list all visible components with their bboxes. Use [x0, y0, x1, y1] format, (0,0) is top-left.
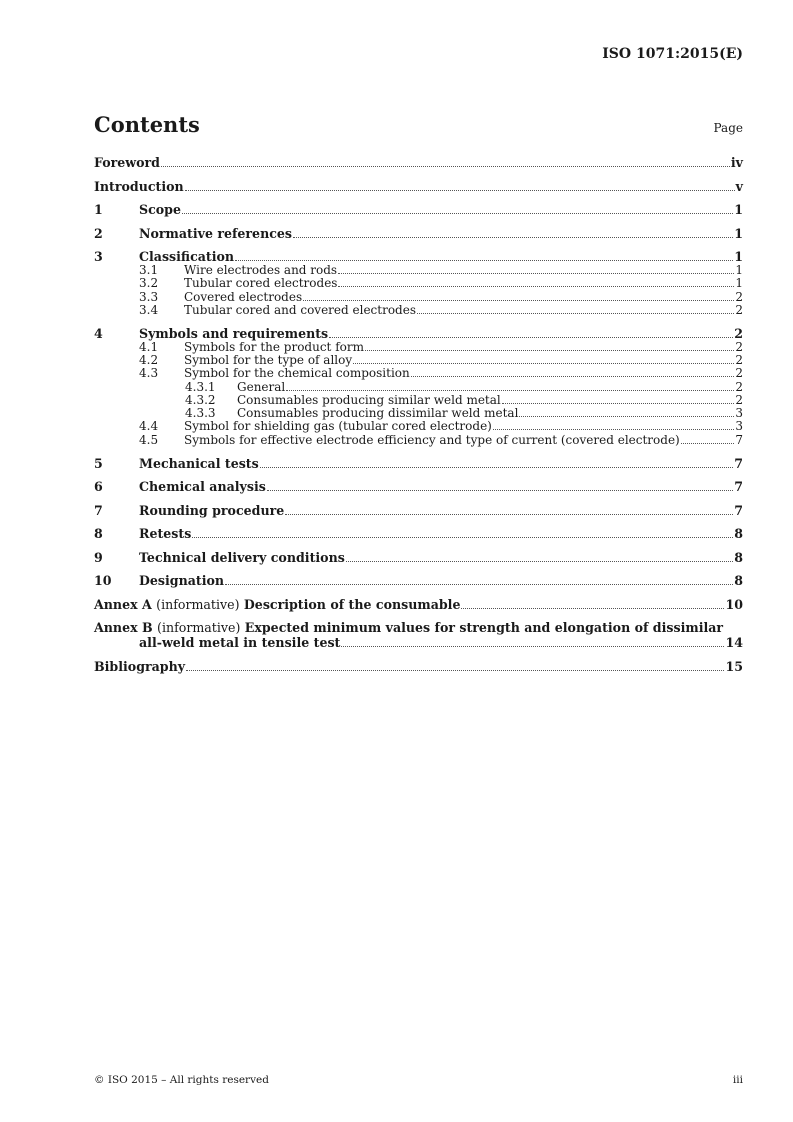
toc-title: Normative references [139, 225, 293, 241]
dot-leader [293, 237, 733, 238]
toc-page: 7 [734, 479, 743, 495]
page-column-label: Page [713, 121, 743, 135]
toc-number: 5 [94, 455, 103, 471]
toc-page: 1 [735, 276, 743, 291]
toc-title: Symbols for effective electrode efficiency and type of current (covered electrode) [184, 432, 680, 447]
toc-page: v [735, 178, 743, 194]
dot-leader [285, 514, 733, 515]
toc-number: 4.1 [139, 339, 159, 354]
toc-title: Tubular cored electrodes [184, 276, 338, 291]
toc-entry-rounding-procedure[interactable] [94, 503, 743, 518]
toc-page: 1 [734, 225, 743, 241]
toc-page: 8 [734, 573, 743, 589]
toc-entry-foreword[interactable] [94, 155, 743, 170]
dot-leader [519, 416, 734, 417]
dot-leader [182, 213, 733, 214]
dot-leader [346, 561, 733, 562]
dot-leader [303, 300, 734, 301]
toc-entry-3-2[interactable] [94, 277, 743, 290]
toc-page: 2 [735, 302, 743, 317]
toc-page: 8 [734, 549, 743, 565]
toc-page: 3 [735, 419, 743, 434]
toc-entry-classification[interactable] [94, 249, 743, 264]
toc-entry-4-3-3[interactable] [94, 407, 743, 420]
toc-number: 4 [94, 325, 103, 341]
toc-page: 14 [725, 635, 743, 651]
toc-page: 2 [735, 379, 743, 394]
toc-entry-normative-references[interactable] [94, 226, 743, 241]
dot-leader [338, 286, 734, 287]
dot-leader [186, 670, 724, 671]
toc-title: Introduction [94, 178, 184, 194]
toc-page: 2 [735, 352, 743, 367]
dot-leader [225, 584, 733, 585]
annex-b-line-1 [94, 620, 743, 635]
toc-title: Classification [139, 249, 235, 264]
dot-leader [185, 190, 735, 191]
toc-title: Symbols for the product form [184, 339, 364, 354]
dot-leader [338, 273, 734, 274]
dot-leader [365, 350, 734, 351]
toc-number: 6 [94, 479, 103, 495]
toc-number: 3.3 [139, 289, 159, 304]
toc-entry-scope[interactable] [94, 202, 743, 217]
toc-number: 3.2 [139, 276, 159, 291]
toc-title: Consumables producing similar weld metal [237, 392, 501, 407]
toc-number: 4.3.3 [185, 406, 216, 421]
toc-number: 9 [94, 549, 103, 565]
dot-leader [329, 337, 733, 338]
toc-number: 3.1 [139, 263, 159, 277]
toc-title: Designation [139, 573, 225, 589]
annex-b-line-2 [94, 635, 743, 650]
toc-title: Foreword [94, 155, 160, 170]
toc-title: Symbols and requirements [139, 325, 329, 341]
toc-title: General [237, 379, 286, 394]
annex-title-line-2: all-weld metal in tensile test [139, 635, 341, 651]
toc-entry-3-1[interactable] [94, 264, 743, 277]
dot-leader [411, 376, 735, 377]
annex-prefix: Annex B [94, 620, 153, 636]
toc-title: Mechanical tests [139, 455, 259, 471]
toc-page: 7 [734, 455, 743, 471]
dot-leader [461, 608, 724, 609]
toc-page: 2 [735, 289, 743, 304]
toc-entry-4-1[interactable] [94, 341, 743, 354]
toc-page: 3 [735, 406, 743, 421]
toc-number: 2 [94, 225, 103, 241]
toc-title: Symbol for the chemical composition [184, 366, 410, 381]
dot-leader [681, 443, 735, 444]
toc-number: 4.4 [139, 419, 159, 434]
toc-entry-mechanical-tests[interactable] [94, 456, 743, 471]
toc-entry-annex-a[interactable] [94, 597, 743, 612]
dot-leader [267, 490, 733, 491]
toc-number: 8 [94, 526, 103, 542]
toc-number: 4.2 [139, 352, 159, 367]
toc-entry-annex-b[interactable] [94, 620, 743, 650]
toc-title: Retests [139, 526, 192, 542]
toc-number: 4.3.1 [185, 379, 216, 394]
toc-entry-bibliography[interactable] [94, 659, 743, 674]
dot-leader [353, 363, 734, 364]
annex-title-line-1: Expected minimum values for strength and elongation of dissimilar [244, 620, 724, 636]
copyright-notice: © ISO 2015 – All rights reserved [94, 1074, 269, 1086]
dot-leader [260, 467, 734, 468]
toc-page: 10 [725, 596, 743, 612]
toc-number: 4.3.2 [185, 392, 216, 407]
toc-entry-retests[interactable] [94, 526, 743, 541]
toc-entry-4-3[interactable] [94, 367, 743, 380]
page-number: iii [732, 1074, 743, 1086]
toc-title: Scope [139, 202, 181, 217]
toc-number: 7 [94, 502, 103, 518]
dot-leader [502, 403, 735, 404]
dot-leader [192, 537, 733, 538]
toc-title: Symbol for the type of alloy [184, 352, 353, 367]
toc-entry-3-4[interactable] [94, 304, 743, 317]
toc-page: 1 [735, 263, 743, 277]
dot-leader [341, 646, 724, 647]
annex-informative: (informative) [156, 596, 240, 612]
toc-entry-chemical-analysis[interactable] [94, 479, 743, 494]
toc-title: Technical delivery conditions [139, 549, 345, 565]
toc-entry-4-3-1[interactable] [94, 381, 743, 394]
dot-leader [493, 429, 735, 430]
toc-title: Symbol for shielding gas (tubular cored electrode) [184, 419, 492, 434]
toc-number: 3.4 [139, 302, 159, 317]
toc-page: iv [730, 155, 743, 170]
toc-entry-designation[interactable] [94, 573, 743, 588]
toc-page: 8 [734, 526, 743, 542]
toc-entry-4-4[interactable] [94, 420, 743, 433]
toc-page: 2 [735, 392, 743, 407]
toc-entry-4-2[interactable] [94, 354, 743, 367]
toc-title [94, 597, 460, 612]
dot-leader [235, 260, 733, 261]
toc-entry-4-5[interactable] [94, 434, 743, 447]
toc-number: 1 [94, 202, 103, 217]
toc-title: Chemical analysis [139, 479, 266, 495]
toc-number: 10 [94, 573, 112, 589]
toc-page: 2 [735, 366, 743, 381]
toc-title: Bibliography [94, 658, 186, 674]
dot-leader [417, 313, 734, 314]
toc-entry-symbols-and-requirements[interactable] [94, 326, 743, 341]
toc-entry-4-3-2[interactable] [94, 394, 743, 407]
toc-page: 7 [735, 432, 743, 447]
toc-title: Covered electrodes [184, 289, 303, 304]
contents-heading [94, 112, 743, 137]
toc-page: 15 [725, 658, 743, 674]
dot-leader [161, 166, 730, 167]
toc-title: Tubular cored and covered electrodes [184, 302, 416, 317]
annex-title: Description of the consumable [243, 596, 461, 612]
toc-title: Wire electrodes and rods [184, 263, 338, 277]
toc-page: 2 [735, 339, 743, 354]
annex-prefix: Annex A [94, 596, 152, 612]
document-id: ISO 1071:2015(E) [602, 46, 743, 62]
toc-entry-3-3[interactable] [94, 291, 743, 304]
toc-entry-introduction[interactable] [94, 179, 743, 194]
toc-page: 2 [734, 325, 743, 341]
table-of-contents [94, 155, 743, 674]
toc-number: 4.3 [139, 366, 159, 381]
toc-entry-technical-delivery-conditions[interactable] [94, 550, 743, 565]
toc-page: 7 [734, 502, 743, 518]
dot-leader [286, 390, 734, 391]
toc-number: 4.5 [139, 432, 159, 447]
contents-title: Contents [94, 112, 200, 137]
toc-title: Consumables producing dissimilar weld metal [237, 406, 519, 421]
toc-page: 1 [734, 202, 743, 217]
toc-number: 3 [94, 249, 103, 264]
page-footer [94, 1074, 743, 1086]
toc-title: Rounding procedure [139, 502, 285, 518]
annex-informative: (informative) [157, 620, 241, 636]
toc-page: 1 [734, 249, 743, 264]
